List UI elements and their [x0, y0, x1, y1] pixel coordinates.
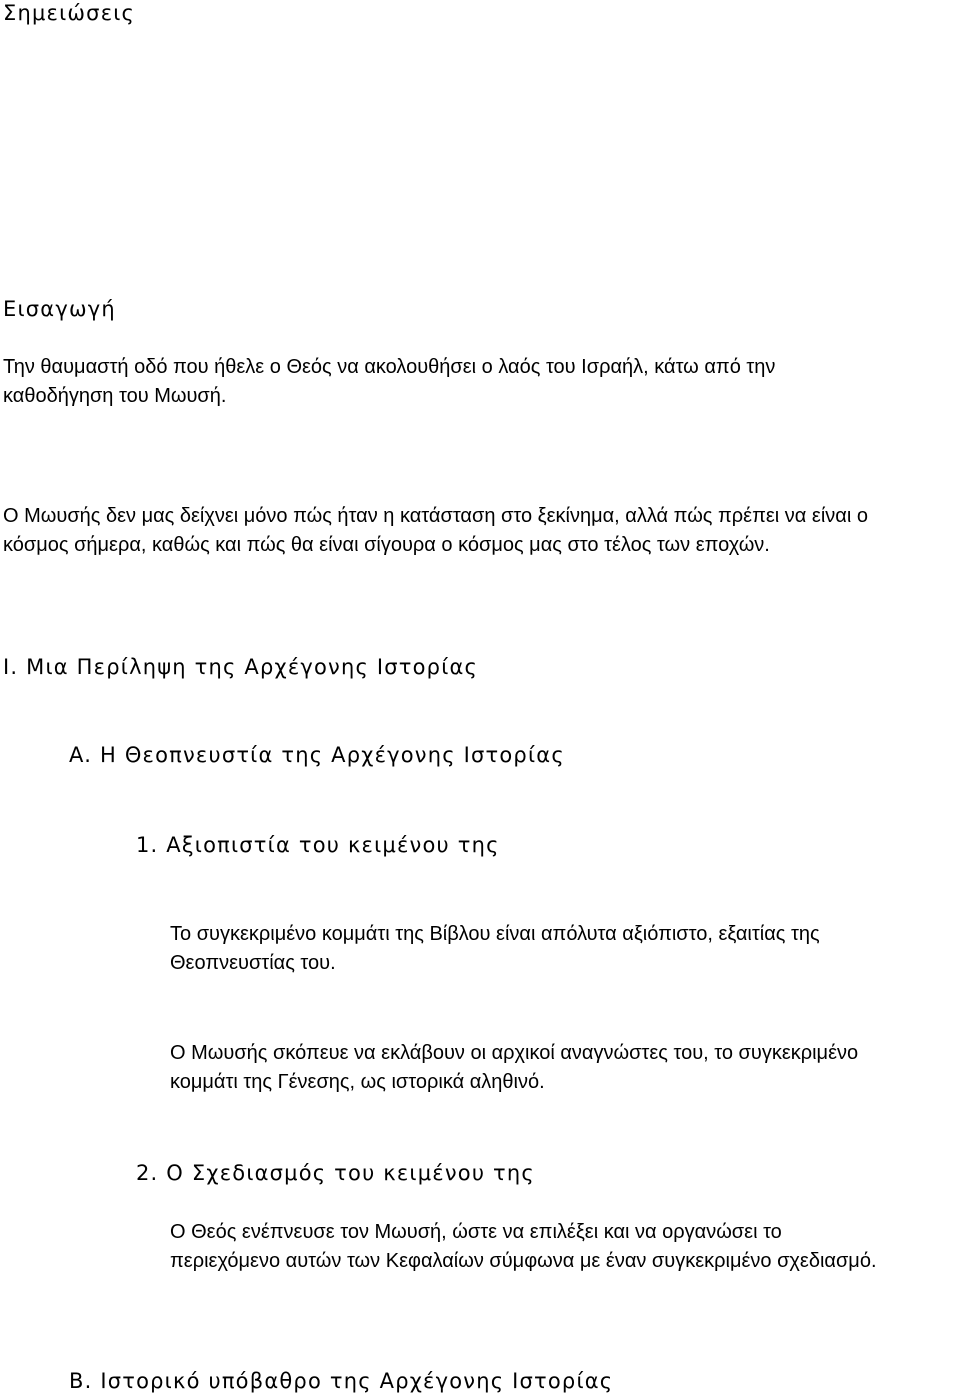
- item-1-paragraph-1-line-1: Το συγκεκριμένο κομμάτι της Βίβλου είναι απόλυτα αξιόπιστο, εξαιτίας της: [170, 923, 820, 945]
- item-2-paragraph-1-line-2: περιεχόμενο αυτών των Κεφαλαίων σύμφωνα με έναν συγκεκριμένο σχεδιασμό.: [170, 1250, 877, 1272]
- section-I-heading: I. Μια Περίληψη της Αρχέγονης Ιστορίας: [3, 655, 479, 679]
- item-1-heading: 1. Αξιοπιστία του κειμένου της: [136, 833, 500, 857]
- item-1-paragraph-1-line-2: Θεοπνευστίας του.: [170, 952, 336, 974]
- intro-paragraph-1-line-1: Την θαυμαστή οδό που ήθελε ο Θεός να ακολουθήσει ο λαός του Ισραήλ, κάτω από την: [3, 356, 776, 378]
- intro-heading: Εισαγωγή: [3, 297, 116, 321]
- item-2-heading: 2. Ο Σχεδιασμός του κειμένου της: [136, 1161, 535, 1185]
- subsection-A-heading: A. Η Θεοπνευστία της Αρχέγονης Ιστορίας: [69, 743, 565, 767]
- subsection-B-heading: B. Ιστορικό υπόβαθρο της Αρχέγονης Ιστορίας: [69, 1369, 614, 1393]
- intro-paragraph-1-line-2: καθοδήγηση του Μωυσή.: [3, 385, 227, 407]
- item-1-paragraph-2-line-1: Ο Μωυσής σκόπευε να εκλάβουν οι αρχικοί αναγνώστες του, το συγκεκριμένο: [170, 1042, 859, 1064]
- intro-paragraph-2-line-2: κόσμος σήμερα, καθώς και πώς θα είναι σίγουρα ο κόσμος μας στο τέλος των εποχών.: [3, 534, 770, 556]
- intro-paragraph-2-line-1: Ο Μωυσής δεν μας δείχνει μόνο πώς ήταν η κατάσταση στο ξεκίνημα, αλλά πώς πρέπει να είναι ο: [3, 505, 868, 527]
- notes-title: Σημειώσεις: [3, 1, 136, 25]
- item-2-paragraph-1-line-1: Ο Θεός ενέπνευσε τον Μωυσή, ώστε να επιλέξει και να οργανώσει το: [170, 1221, 782, 1243]
- item-1-paragraph-2-line-2: κομμάτι της Γένεσης, ως ιστορικά αληθινό.: [170, 1071, 545, 1093]
